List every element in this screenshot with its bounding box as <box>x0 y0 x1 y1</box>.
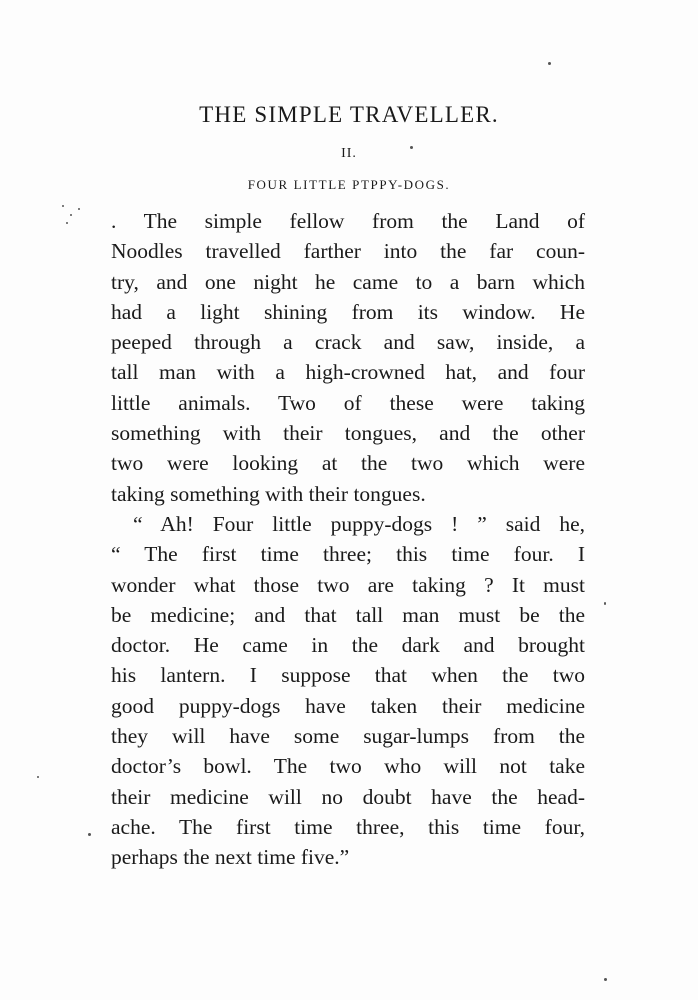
text-line: ache. The first time three, this time four, <box>111 814 585 839</box>
scan-speck <box>548 62 551 65</box>
text-line: “ The first time three; this time four. I <box>111 542 585 567</box>
text-line: perhaps the next time five.” <box>111 845 350 870</box>
chapter-number: II. <box>341 146 357 161</box>
text-line: doctor. He came in the dark and brought <box>111 633 585 658</box>
text-line: had a light shining from its window. He <box>111 299 585 324</box>
page-title: THE SIMPLE TRAVELLER. <box>199 102 499 127</box>
paragraph-2 <box>111 509 585 873</box>
text-line: they will have some sugar-lumps from the <box>111 724 585 749</box>
text-line: doctor’s bowl. The two who will not take <box>111 754 585 779</box>
text-line: taking something with their tongues. <box>111 481 426 506</box>
text-line: Noodles travelled farther into the far coun- <box>111 239 585 264</box>
scan-speck <box>78 208 80 210</box>
scan-speck <box>604 978 607 981</box>
text-line: good puppy-dogs have taken their medicine <box>111 693 585 718</box>
scan-speck <box>604 602 606 605</box>
text-line: tall man with a high-crowned hat, and four <box>111 360 585 385</box>
text-line: try, and one night he came to a barn which <box>111 269 585 294</box>
text-line: “ Ah! Four little puppy-dogs ! ” said he, <box>133 511 585 536</box>
scan-speck <box>62 205 64 207</box>
text-line: two were looking at the two which were <box>111 451 585 476</box>
chapter-title: FOUR LITTLE PTPPY-DOGS. <box>247 177 451 192</box>
text-line: little animals. Two of these were taking <box>111 390 585 415</box>
text-line: wonder what those two are taking ? It must <box>111 572 585 597</box>
body-text <box>111 206 585 873</box>
paragraph-1 <box>111 206 585 509</box>
text-line: be medicine; and that tall man must be the <box>111 602 585 627</box>
scan-speck <box>37 776 39 778</box>
text-line: . The simple fellow from the Land of <box>111 209 585 233</box>
scan-speck <box>66 222 68 224</box>
text-line: their medicine will no doubt have the head- <box>111 784 585 809</box>
text-line: his lantern. I suppose that when the two <box>111 663 585 688</box>
scan-speck <box>70 214 72 216</box>
scan-speck <box>88 833 91 836</box>
text-line: peeped through a crack and saw, inside, a <box>111 330 585 355</box>
text-line: something with their tongues, and the other <box>111 421 585 446</box>
